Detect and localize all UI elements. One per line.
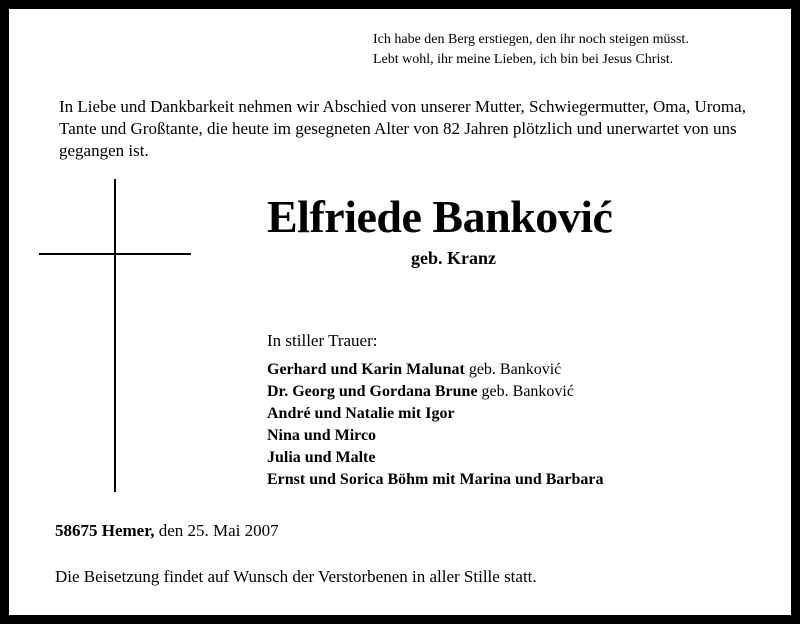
mourner-name: André und Natalie mit Igor	[267, 405, 455, 422]
motto-line-2: Lebt wohl, ihr meine Lieben, ich bin bei Jesus Christ.	[373, 52, 674, 67]
mourner-name: Julia und Malte	[267, 449, 376, 466]
motto-line-1: Ich habe den Berg erstiegen, den ihr noch steigen müsst.	[373, 32, 689, 47]
mourner-entry	[267, 403, 603, 425]
mourner-name: Nina und Mirco	[267, 427, 377, 444]
maiden-name: geb. Kranz	[411, 248, 496, 268]
mourner-name: Gerhard und Karin Malunat	[267, 361, 465, 378]
mourner-entry	[267, 425, 603, 447]
mourner-entry	[267, 447, 603, 469]
mourner-suffix: geb. Banković	[464, 361, 562, 378]
mourner-entry	[267, 359, 603, 381]
mourner-name: Dr. Georg und Gordana Brune	[267, 383, 478, 400]
mourner-entry	[267, 381, 603, 403]
deceased-name: Elfriede Banković	[267, 191, 613, 242]
obituary-notice	[9, 9, 791, 615]
mourning-label: In stiller Trauer:	[267, 331, 378, 350]
cross-icon-crossbar	[39, 253, 191, 255]
place: 58675 Hemer,	[55, 521, 155, 540]
place-date	[55, 521, 279, 541]
cross-icon	[114, 179, 116, 492]
intro-text: In Liebe und Dankbarkeit nehmen wir Abschied von unserer Mutter, Schwiegermutter, Oma, Uroma, Tante und Großtante, die heute im gesegneten Alter von 82 Jahren plötzlich und unerwartet von uns gegangen ist.	[59, 97, 746, 160]
mourner-suffix: geb. Banković	[477, 383, 574, 400]
mourners-list	[267, 359, 603, 491]
motto	[373, 30, 689, 70]
burial-note: Die Beisetzung findet auf Wunsch der Verstorbenen in aller Stille statt.	[55, 567, 537, 586]
mourner-name: Ernst und Sorica Böhm mit Marina und Barbara	[267, 471, 604, 488]
mourner-entry	[267, 469, 603, 491]
date: den 25. Mai 2007	[154, 521, 279, 540]
